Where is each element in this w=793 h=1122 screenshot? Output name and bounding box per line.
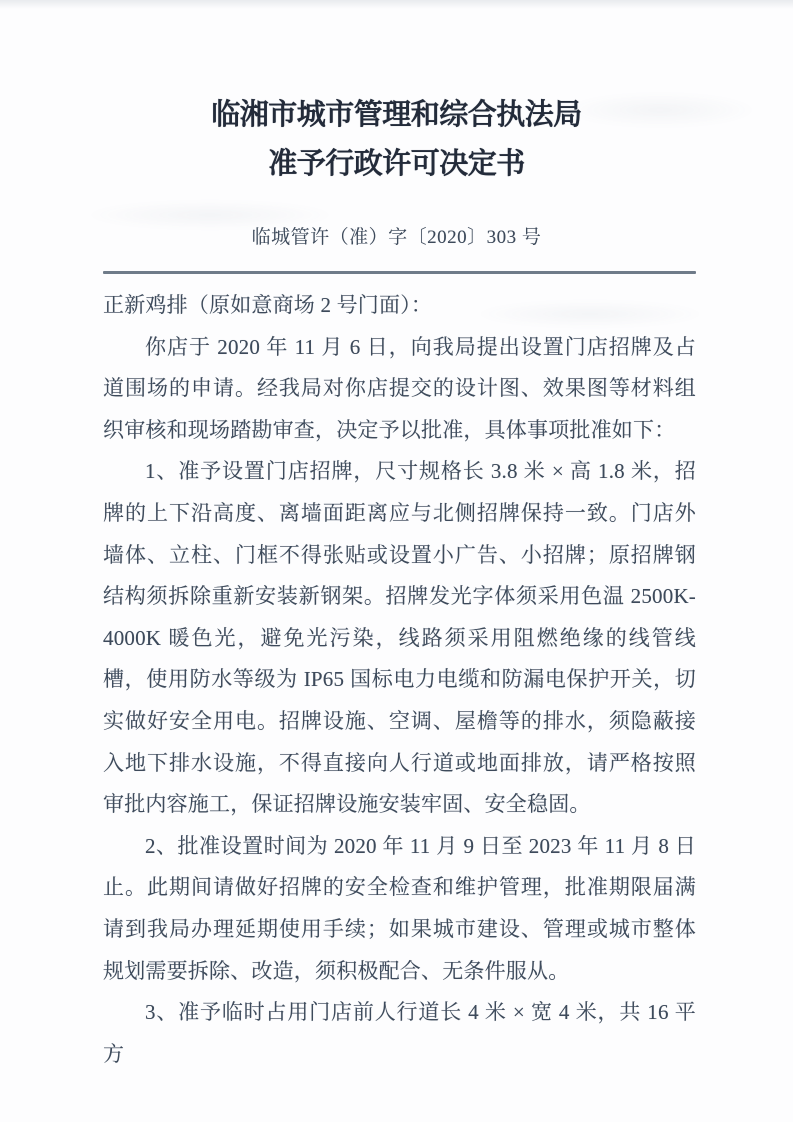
paragraph-approval-item-3: 3、准予临时占用门店前人行道长 4 米 × 宽 4 米，共 16 平方 — [103, 1000, 696, 1066]
paragraph-approval-item-2: 2、批准设置时间为 2020 年 11 月 9 日至 2023 年 11 月 8 日止。此期间请做好招牌的安全检查和维护管理，批准期限届满请到我局办理延期使用手续；如果城市建设、管理或城市整体规划需要拆除、改造，须积极配合、无条件服从。 — [103, 833, 696, 983]
document-type-title: 准予行政许可决定书 — [268, 148, 525, 180]
paragraph-approval-item-1: 1、准予设置门店招牌，尺寸规格长 3.8 米 × 高 1.8 米，招牌的上下沿高度、离墙面距离应与北侧招牌保持一致。门店外墙体、立柱、门框不得张贴或设置小广告、小招牌；原招牌钢结构须拆除重新安装新钢架。招牌发光字体须采用色温 2500K-4000K 暖色光，避免光污染，线路须采用阻燃绝缘的线管线槽，使用防水等级为 IP65 国标电力电缆和防漏电保护开关，切实做好安全用电。招牌设施、空调、屋檐等的排水，须隐蔽接入地下排水设施，不得直接向人行道或地面排放，请严格按照审批内容施工，保证招牌设施安装牢固、安全稳固。 — [103, 459, 696, 817]
document-body — [103, 285, 696, 1075]
document-header — [0, 0, 793, 274]
recipient-line: 正新鸡排（原如意商场 2 号门面）： — [103, 293, 433, 317]
paragraph-introduction: 你店于 2020 年 11 月 6 日，向我局提出设置门店招牌及占道围场的申请。经我局对你店提交的设计图、效果图等材料组织审核和现场踏勘审查，决定予以批准，具体事项批准如下： — [103, 334, 696, 442]
issuing-authority-title: 临湘市城市管理和综合执法局 — [211, 99, 582, 131]
document-reference-number: 临城管许（准）字〔2020〕303 号 — [251, 227, 542, 248]
header-divider-line — [103, 271, 696, 274]
